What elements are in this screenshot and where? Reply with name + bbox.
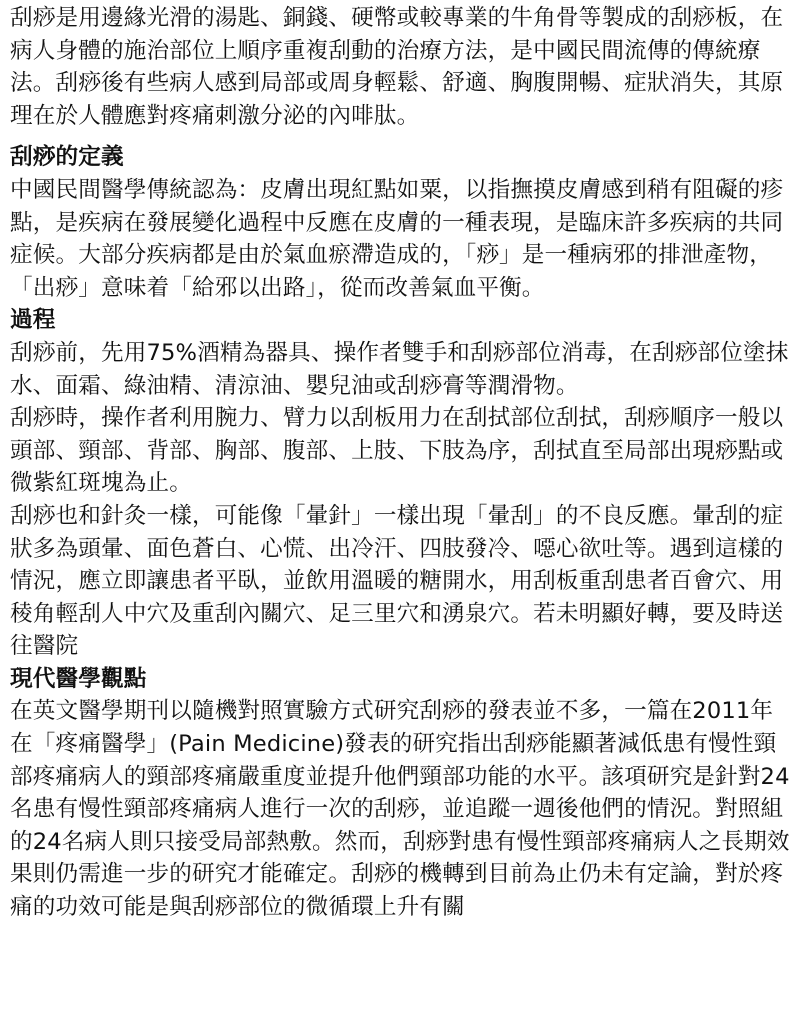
intro-paragraph: 刮痧是用邊緣光滑的湯匙、銅錢、硬幣或較專業的牛角骨等製成的刮痧板，在病人身體的施治部位上順序重複刮動的治療方法，是中國民間流傳的傳統療法。刮痧後有些病人感到局部或周身輕鬆、舒適、胸腹開暢、症狀消失，其原理在於人體應對疼痛刺激分泌的內啡肽。	[10, 5, 784, 129]
process-paragraph-adverse: 刮痧也和針灸一樣，可能像「暈針」一樣出現「暈刮」的不良反應。暈刮的症狀多為頭暈、面色蒼白、心慌、出冷汗、四肢發冷、噁心欲吐等。遇到這樣的情況，應立即讓患者平臥，並飲用溫暖的糖開水，用刮板重刮患者百會穴、用稜角輕刮人中穴及重刮內關穴、足三里穴和湧泉穴。若未明顯好轉，要及時送往醫院	[10, 502, 784, 660]
definition-paragraph: 中國民間醫學傳統認為：皮膚出現紅點如粟，以指撫摸皮膚感到稍有阻礙的疹點，是疾病在發展變化過程中反應在皮膚的一種表現，是臨床許多疾病的共同症候。大部分疾病都是由於氣血瘀滯造成的，「痧」是一種病邪的排泄產物，「出痧」意味着「給邪以出路」，從而改善氣血平衡。	[10, 176, 784, 301]
modern-heading: 現代醫學觀點	[10, 665, 147, 692]
process-heading: 過程	[10, 307, 56, 334]
definition-heading: 刮痧的定義	[10, 144, 124, 171]
process-paragraph-during: 刮痧時，操作者利用腕力、臂力以刮板用力在刮拭部位刮拭，刮痧順序一般以頭部、頸部、背部、胸部、腹部、上肢、下肢為序，刮拭直至局部出現痧點或微紫紅斑塊為止。	[10, 405, 784, 497]
modern-paragraph: 在英文醫學期刊以隨機對照實驗方式研究刮痧的發表並不多，一篇在2011年在「疼痛醫學」(Pain Medicine)發表的研究指出刮痧能顯著減低患有慢性頸部疼痛病人的頸部疼痛嚴重度並提升他們頸部功能的水平。該項研究是針對24名患有慢性頸部疼痛病人進行一次的刮痧，並追蹤一週後他們的情況。對照組的24名病人則只接受局部熱敷。然而，刮痧對患有慢性頸部疼痛病人之長期效果則仍需進一步的研究才能確定。刮痧的機轉到目前為止仍未有定論，對於疼痛的功效可能是與刮痧部位的微循環上升有關	[10, 698, 790, 921]
process-paragraph-prep: 刮痧前，先用75%酒精為器具、操作者雙手和刮痧部位消毒，在刮痧部位塗抹水、面霜、綠油精、清涼油、嬰兒油或刮痧膏等潤滑物。	[10, 339, 789, 399]
